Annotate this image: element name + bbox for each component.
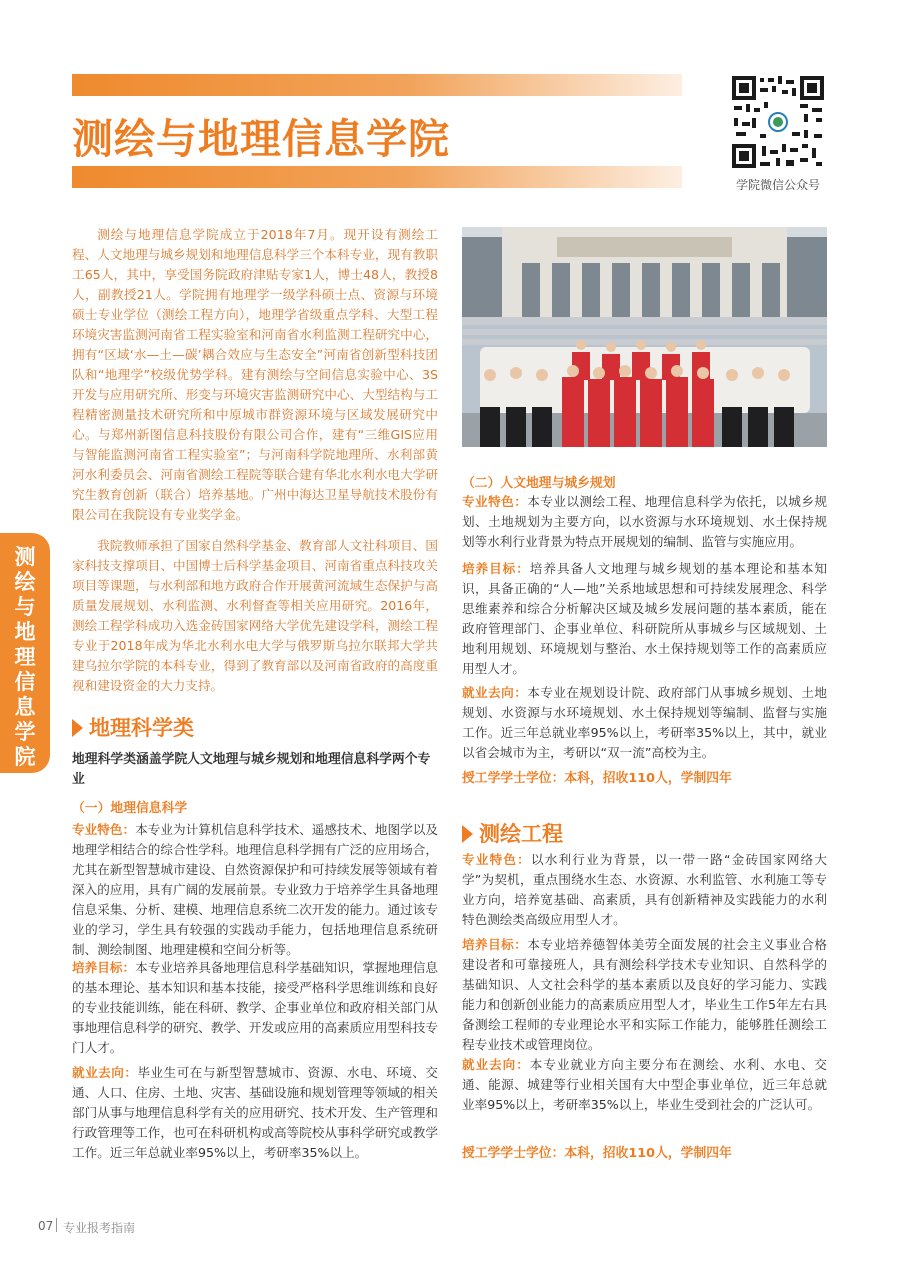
feature-text: 本专业以测绘工程、地理信息科学为依托，以城乡规划、土地规划为主要方向，以水资源与水环境规划、水土保持规划等水利行业背景为特点开展规划的编制、监管与实施应用。 (462, 494, 828, 549)
section-heading-survey-text: 测绘工程 (479, 822, 563, 846)
geo-sub2-title: （二）人文地理与城乡规划 (462, 476, 616, 491)
geo-sub2-goal (462, 559, 827, 679)
job-label: 就业去向： (462, 1057, 530, 1072)
feature-label: 专业特色： (462, 852, 531, 867)
intro-paragraph-2: 我院教师承担了国家自然科学基金、教育部人文社科项目、国家科技支撑项目、中国博士后科学基金项目、河南省重点科技攻关项目等课题，与水利部和地方政府合作开展黄河流域生态保护与高质量发展规划、水利监测、水利督查等相关应用研究。2016年，测绘工程学科成功入选金砖国家网络大学优先建设学科，测绘工程专业于2018年成为华北水利水电大学与俄罗斯乌拉尔联邦大学共建乌拉尔学院的本科专业，得到了教育部以及河南省政府的高度重视和建设资金的大力支持。 (72, 538, 438, 693)
job-text: 本专业在规划设计院、政府部门从事城乡规划、土地规划、水资源与水环境规划、水土保持规划等编制、监督与实施工作。近三年总就业率95%以上，考研率35%以上，其中，就业以省会城市为主，考研以“双一流”高校为主。 (462, 685, 828, 760)
geo-sub2-job (462, 683, 827, 763)
geo-sub2-degree: 授工学学士学位：本科，招收110人，学制四年 (462, 771, 732, 786)
survey-degree: 授工学学士学位：本科，招收110人，学制四年 (462, 1146, 732, 1161)
survey-job (462, 1055, 827, 1115)
goal-label: 培养目标： (72, 960, 136, 975)
triangle-bullet-icon (72, 719, 83, 737)
feature-text: 本专业为计算机信息科学技术、遥感技术、地图学以及地理学相结合的综合性学科。地理信息科学拥有广泛的应用场合，尤其在新型智慧城市建设、自然资源保护和可持续发展等领域有着深入的应用，具有广阔的发展前景。专业致力于培养学生具备地理信息采集、分析、建模、地理信息系统二次开发的能力。通过该专业的学习，学生具有较强的实践动手能力，包括地理信息系统研制、测绘制图、地理建模和空间分析等。 (72, 822, 439, 957)
job-text: 本专业就业方向主要分布在测绘、水利、水电、交通、能源、城建等行业相关国有大中型企事业单位，近三年总就业率95%以上，考研率35%以上，毕业生受到社会的广泛认可。 (462, 1057, 828, 1112)
section-heading-geo-text: 地理科学类 (89, 716, 194, 740)
job-text: 毕业生可在与新型智慧城市、资源、水电、环境、交通、人口、住房、土地、灾害、基础设施和规划管理等领域的相关部门从事与地理信息科学有关的应用研究、技术开发、生产管理和行政管理等工作，也可在科研机构或高等院校从事科学研究或教学工作。近三年总就业率95%以上，考研率35%以上。 (72, 1065, 439, 1160)
job-label: 就业去向： (462, 685, 528, 700)
faculty-group-photo (462, 227, 827, 447)
qr-code-image (730, 74, 826, 170)
header-bottom-bar (72, 166, 682, 188)
feature-text: 以水利行业为背景，以一带一路“金砖国家网络大学”为契机，重点围绕水生态、水资源、水利监管、水利施工等专业方向，培养宽基础、高素质，具有创新精神及实践能力的水利特色测绘类高级应用型人才。 (462, 852, 827, 927)
survey-goal (462, 935, 827, 1055)
job-label: 就业去向： (72, 1065, 138, 1080)
feature-label: 专业特色： (72, 822, 136, 837)
goal-label: 培养目标： (462, 937, 528, 952)
footer-divider (56, 1218, 57, 1232)
geo-summary: 地理科学类涵盖学院人文地理与城乡规划和地理信息科学两个专业 (72, 752, 431, 787)
triangle-bullet-icon (462, 825, 473, 843)
page-number: 07 (38, 1219, 54, 1233)
goal-text: 培养具备人文地理与城乡规划的基本理论和基本知识，具备正确的“人—地”关系地域思想和可持续发展理念、科学思维素养和综合分析解决区域及城乡发展问题的基本素质，能在政府管理部门、企事业单位、科研院所从事城乡与区域规划、土地利用规划、环境规划与整治、水土保持规划等工作的高素质应用型人才。 (462, 561, 828, 676)
goal-text: 本专业培养具备地理信息科学基础知识，掌握地理信息的基本理论、基本知识和基本技能，接受严格科学思维训练和良好的专业技能训练，能在科研、教学、企事业单位和政府相关部门从事地理信息科学的研究、教学、开发或应用的高素质应用型科技专门人才。 (72, 960, 439, 1055)
goal-text: 本专业培养德智体美劳全面发展的社会主义事业合格建设者和可靠接班人，具有测绘科学技术专业知识、自然科学的基础知识、人文社会科学的基本素质以及良好的学习能力、实践能力和创新创业能力的高素质应用型人才，毕业生工作5年左右具备测绘工程师的专业理论水平和实际工作能力，能够胜任测绘工程专业技术或管理岗位。 (462, 937, 828, 1052)
section-heading-survey (462, 818, 563, 848)
header-top-bar (72, 74, 682, 96)
geo-sub1-feature (72, 820, 438, 960)
footer-label: 专业报考指南 (63, 1221, 136, 1235)
feature-label: 专业特色： (462, 494, 528, 509)
geo-sub1-goal (72, 958, 438, 1058)
section-heading-geo (72, 712, 194, 742)
goal-label: 培养目标： (462, 561, 530, 576)
side-section-label: 测绘与地理信息学院 (14, 545, 36, 769)
geo-sub2-feature (462, 492, 827, 552)
survey-feature (462, 850, 827, 930)
page-title: 测绘与地理信息学院 (72, 115, 450, 163)
intro-paragraph-1: 测绘与地理信息学院成立于2018年7月。现开设有测绘工程、人文地理与城乡规划和地理信息科学三个本科专业，现有教职工65人，其中，享受国务院政府津贴专家1人，博士48人，教授8人，副教授21人。学院拥有地理学一级学科硕士点、资源与环境硕士专业学位（测绘工程方向），地理学省级重点学科、大型工程环境灾害监测河南省工程实验室和河南省水利监测工程研究中心，拥有“区域‘水—土—碳’耦合效应与生态安全”河南省创新型科技团队和“地理学”校级优势学科。建有测绘与空间信息实验中心、3S开发与应用研究所、形变与环境灾害监测研究中心、大型结构与工程精密测量技术研究所和中原城市群资源环境与区域发展研究中心。与郑州新图信息科技股份有限公司合作，建有“三维GIS应用与智能监测河南省工程实验室”；与河南科学院地理所、水利部黄河水利委员会、河南省测绘工程院等联合建有华北水利水电大学研究生教育创新（联合）培养基地。广州中海达卫星导航技术股份有限公司在我院设有专业奖学金。 (72, 227, 438, 522)
qr-caption: 学院微信公众号 (735, 178, 820, 192)
geo-sub1-title: （一）地理信息科学 (72, 801, 188, 816)
geo-sub1-job (72, 1063, 438, 1163)
